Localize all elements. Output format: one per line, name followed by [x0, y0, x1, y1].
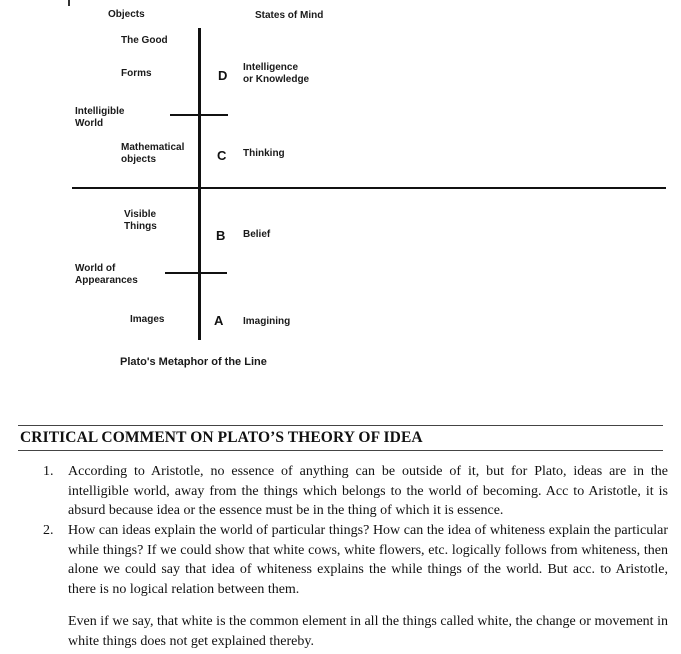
division-main-line — [72, 187, 666, 189]
division-tick-ab — [165, 272, 227, 274]
state-intelligence: Intelligence or Knowledge — [243, 62, 310, 85]
object-the-good: The Good — [121, 35, 168, 46]
list-item-number: 1. — [43, 464, 54, 479]
top-margin-mark — [68, 0, 70, 6]
section-heading: CRITICAL COMMENT ON PLATO’S THEORY OF IDEA — [20, 429, 423, 446]
diagram-caption: Plato's Metaphor of the Line — [120, 356, 267, 368]
heading-rule-top — [18, 425, 663, 426]
divided-line-vertical — [198, 28, 201, 340]
division-tick-cd — [170, 114, 228, 116]
segment-letter-b: B — [216, 228, 226, 243]
heading-rule-bottom — [18, 450, 663, 451]
world-intelligible-label: Intelligible World — [75, 106, 125, 129]
object-mathematical-objects: Mathematical objects — [121, 142, 185, 165]
list-item-text: According to Aristotle, no essence of anything can be outside of it, but for Plato, ideas are in the intelligible world, away from the things which belongs to the world of becoming. Acc to Aristotle, it is absurd because idea or the essence must be in the thing of which it is essence. — [68, 464, 668, 518]
segment-letter-a: A — [214, 313, 224, 328]
states-of-mind-header: States of Mind — [255, 10, 324, 21]
world-of-appearances-label: World of Appearances — [75, 263, 138, 286]
object-images: Images — [130, 314, 165, 325]
objects-header: Objects — [108, 9, 145, 20]
state-belief: Belief — [243, 229, 271, 240]
segment-letter-c: C — [217, 148, 227, 163]
segment-letter-d: D — [218, 68, 228, 83]
state-thinking: Thinking — [243, 148, 285, 159]
object-forms: Forms — [121, 68, 152, 79]
list-item-text: How can ideas explain the world of particular things? How can the idea of whiteness explain the particular while things? If we could show that white cows, white flowers, etc. logically follows from whiteness, then alone we could say that idea of whiteness explains the while things of the world. But acc. to Aristotle, there is no logical relation between them. — [68, 523, 668, 597]
list-item-number: 2. — [43, 523, 54, 538]
state-imagining: Imagining — [243, 316, 291, 327]
closing-paragraph: Even if we say, that white is the common element in all the things called white, the change or movement in white things does not get explained thereby. — [68, 614, 668, 649]
object-visible-things: Visible Things — [124, 209, 157, 232]
